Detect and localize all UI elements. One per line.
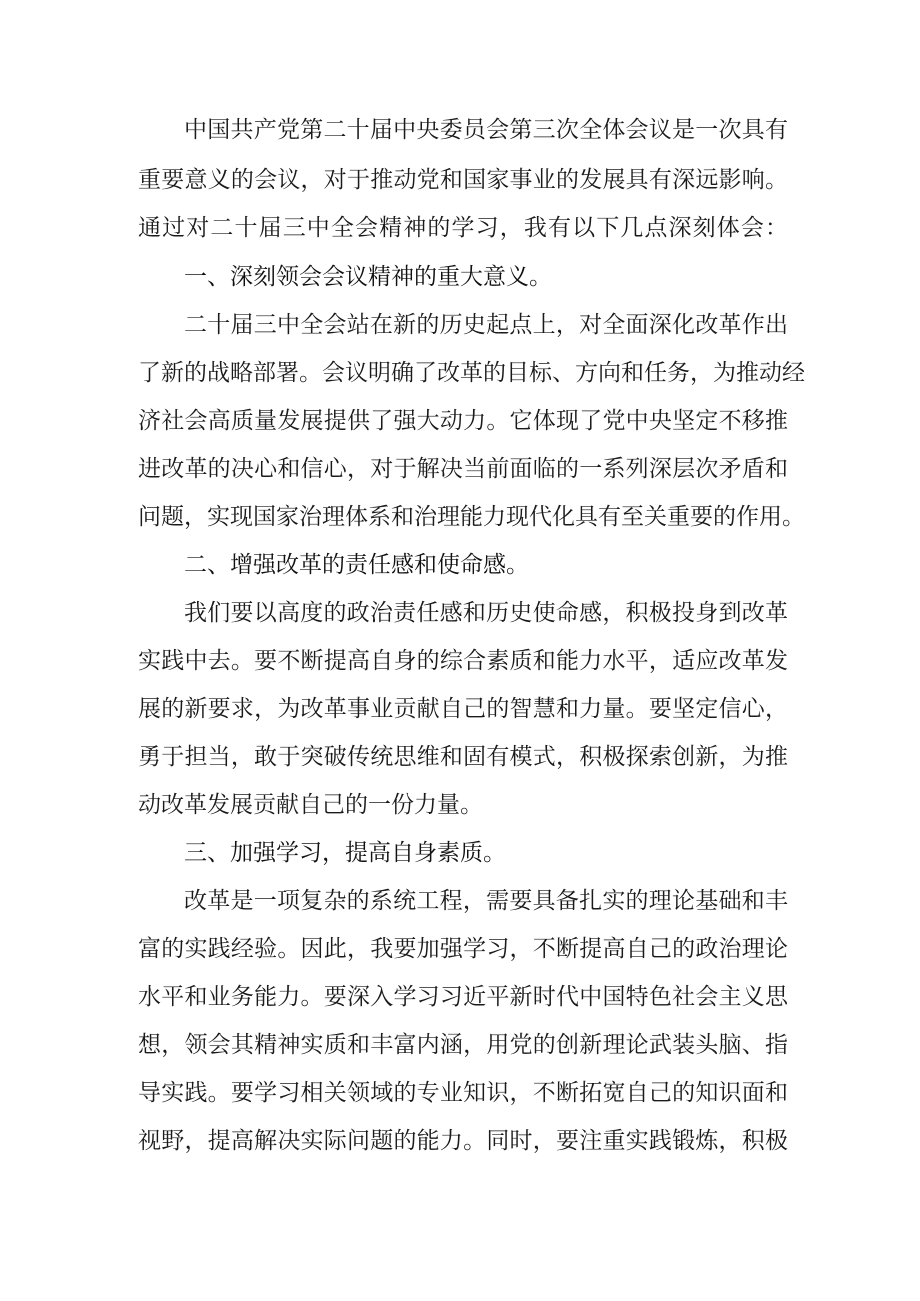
section-2-line-3: 展的新要求，为改革事业贡献自己的智慧和力量。要坚定信心， <box>138 696 788 722</box>
section-3-line-1: 改革是一项复杂的系统工程，需要具备扎实的理论基础和丰 <box>184 888 788 914</box>
section-1-heading: 一、深刻领会会议精神的重大意义。 <box>184 264 552 290</box>
section-1-line-2: 了新的战略部署。会议明确了改革的目标、方向和任务，为推动经 <box>138 360 805 386</box>
section-3-line-3: 水平和业务能力。要深入学习习近平新时代中国特色社会主义思 <box>138 984 788 1010</box>
intro-line-1: 中国共产党第二十届中央委员会第三次全体会议是一次具有 <box>184 117 788 143</box>
section-2-heading: 二、增强改革的责任感和使命感。 <box>184 552 529 578</box>
section-2-line-1: 我们要以高度的政治责任感和历史使命感，积极投身到改革 <box>184 600 788 626</box>
intro-line-2: 重要意义的会议，对于推动党和国家事业的发展具有深远影响。 <box>138 167 788 193</box>
section-3-line-6: 视野，提高解决实际问题的能力。同时，要注重实践锻炼，积极 <box>138 1128 788 1154</box>
section-2-line-5: 动改革发展贡献自己的一份力量。 <box>138 792 483 818</box>
section-3-line-2: 富的实践经验。因此，我要加强学习，不断提高自己的政治理论 <box>138 936 788 962</box>
section-1-line-3: 济社会高质量发展提供了强大动力。它体现了党中央坚定不移推 <box>138 408 788 434</box>
section-1-line-1: 二十届三中全会站在新的历史起点上，对全面深化改革作出 <box>184 312 788 338</box>
section-3-heading: 三、加强学习，提高自身素质。 <box>184 840 506 866</box>
intro-line-3: 通过对二十届三中全会精神的学习，我有以下几点深刻体会： <box>138 215 788 241</box>
section-2-line-4: 勇于担当，敢于突破传统思维和固有模式，积极探索创新，为推 <box>138 744 788 770</box>
section-1-line-4: 进改革的决心和信心，对于解决当前面临的一系列深层次矛盾和 <box>138 456 788 482</box>
section-3-line-4: 想，领会其精神实质和丰富内涵，用党的创新理论武装头脑、指 <box>138 1032 788 1058</box>
section-1-line-5: 问题，实现国家治理体系和治理能力现代化具有至关重要的作用。 <box>138 504 805 530</box>
section-3-line-5: 导实践。要学习相关领域的专业知识，不断拓宽自己的知识面和 <box>138 1080 788 1106</box>
section-2-line-2: 实践中去。要不断提高自身的综合素质和能力水平，适应改革发 <box>138 648 788 674</box>
